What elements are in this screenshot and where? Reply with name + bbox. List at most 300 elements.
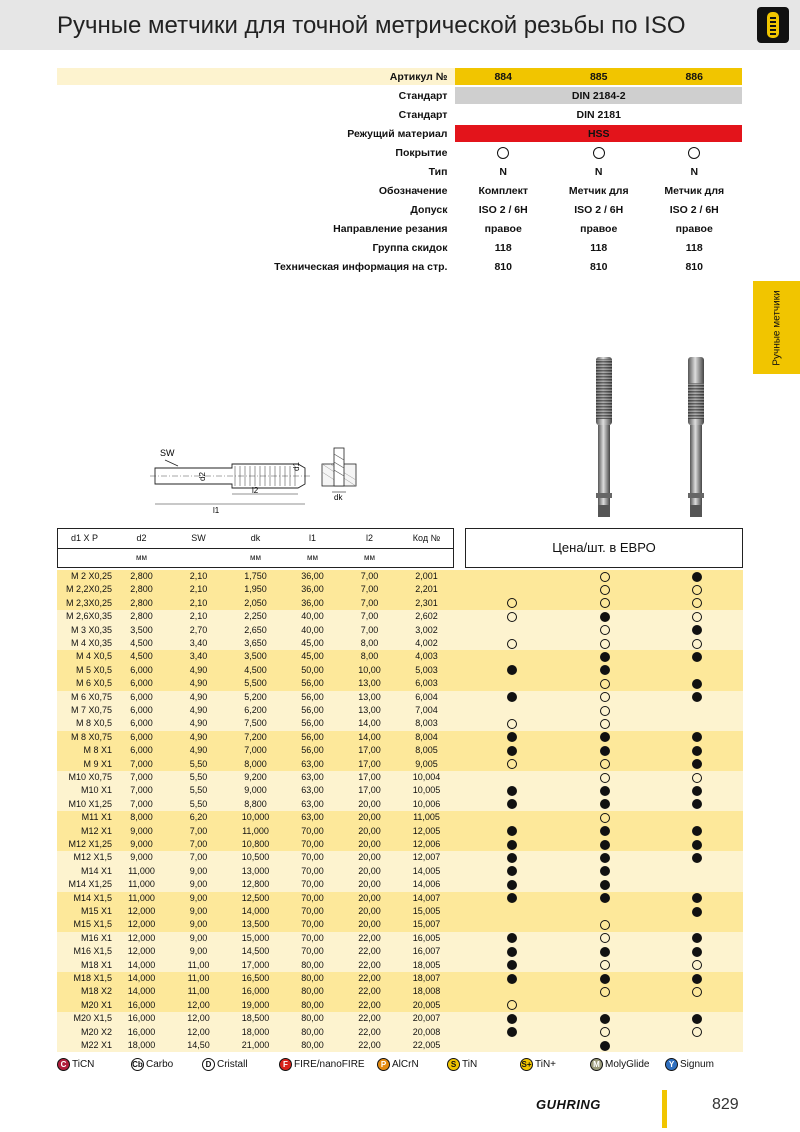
stock-dot-icon <box>600 853 610 863</box>
thread-size: M 6 X0,75 <box>70 691 112 702</box>
cell-value: 5,50 <box>189 798 208 809</box>
stock-dot-icon <box>600 799 610 809</box>
cell-value: 9,00 <box>189 865 208 876</box>
stock-dot-icon <box>507 732 517 742</box>
table-row <box>57 865 743 878</box>
cell-value: 8,00 <box>360 651 379 662</box>
label-l1: l1 <box>213 506 220 515</box>
legend-item <box>520 1058 556 1071</box>
cell-value: 50,00 <box>301 664 324 675</box>
stock-dot-icon <box>507 947 517 957</box>
cell-value: 13,00 <box>358 705 381 715</box>
stock-dot-icon <box>600 974 610 984</box>
cell-value: 3,500 <box>130 624 153 635</box>
cell-value: 40,00 <box>301 611 324 622</box>
on-request-circle-icon <box>507 598 517 608</box>
coating-badge-icon: D <box>202 1058 215 1071</box>
cell-value: 63,00 <box>301 798 324 809</box>
cell-value: 9,00 <box>189 946 208 957</box>
cell-value: 9,00 <box>189 906 208 916</box>
tap-image-885 <box>590 355 620 520</box>
cell-value: 6,000 <box>130 678 153 689</box>
cell-value: 12,006 <box>412 839 441 849</box>
on-request-circle-icon <box>600 759 610 769</box>
cell-value: 8,003 <box>415 718 438 729</box>
cell-value: 4,90 <box>189 745 208 756</box>
legend-item <box>131 1058 173 1071</box>
cell-value: 17,00 <box>358 772 381 782</box>
cell-value: 8,000 <box>130 812 153 823</box>
cell-value: 2,10 <box>189 611 208 622</box>
cell-value: 56,00 <box>301 718 324 729</box>
cell-value: 36,00 <box>301 571 324 581</box>
table-row <box>57 798 743 811</box>
legend-item <box>377 1058 419 1071</box>
cell-value: 6,004 <box>415 691 438 702</box>
cell-value: 11,000 <box>128 892 155 903</box>
spec-label: Направление резания <box>333 222 448 235</box>
thread-size: M12 X1,5 <box>73 852 112 863</box>
cell-value: 20,00 <box>358 906 381 916</box>
cell-value: 15,005 <box>412 906 441 916</box>
cell-value: 15,007 <box>412 919 441 930</box>
cell-value: 7,200 <box>244 731 267 742</box>
coating-badge-icon: Cb <box>132 1060 143 1069</box>
thread-size: M 9 X1 <box>83 758 112 769</box>
cell-value: 7,000 <box>130 785 153 796</box>
cell-value: 70,00 <box>301 865 324 876</box>
column-unit: мм <box>364 553 375 562</box>
on-request-circle-icon <box>600 813 610 823</box>
cell-value: 17,00 <box>358 745 381 756</box>
cell-value: 2,10 <box>189 571 208 581</box>
cell-value: 17,00 <box>358 785 381 796</box>
spec-label: Артикул № <box>57 68 455 85</box>
cell-value: 4,90 <box>189 705 208 715</box>
spec-value: 886 <box>646 68 742 85</box>
cell-value: 10,00 <box>358 664 381 675</box>
stock-dot-icon <box>600 652 610 662</box>
cell-value: 18,000 <box>127 1040 156 1050</box>
cell-value: 3,002 <box>415 624 438 635</box>
thread-size: M16 X1 <box>80 932 112 943</box>
table-row <box>57 610 743 623</box>
table-header <box>57 528 743 568</box>
cell-value: 4,003 <box>415 651 438 662</box>
cell-value: 16,500 <box>241 973 270 983</box>
legend-label: FIRE/nanoFIRE <box>294 1059 365 1071</box>
cell-value: 18,500 <box>241 1013 270 1024</box>
cell-value: 3,500 <box>244 651 267 662</box>
stock-dot-icon <box>692 746 702 756</box>
cell-value: 70,00 <box>301 919 324 930</box>
cell-value: 80,00 <box>301 1040 324 1050</box>
on-request-circle-icon <box>600 719 610 729</box>
cell-value: 6,000 <box>130 664 153 675</box>
thread-size: M 2,3X0,25 <box>65 597 112 608</box>
spec-value: Метчик для <box>568 184 629 197</box>
cell-value: 9,000 <box>130 839 153 849</box>
cell-value: 16,007 <box>412 946 441 957</box>
table-row <box>57 1039 743 1052</box>
legend-item <box>279 1058 365 1071</box>
table-row <box>57 731 743 744</box>
spec-label: Обозначение <box>378 184 448 197</box>
cell-value: 19,000 <box>241 999 270 1010</box>
stock-dot-icon <box>692 853 702 863</box>
cell-value: 12,00 <box>187 1026 210 1037</box>
cell-value: 40,00 <box>301 624 324 635</box>
cell-value: 5,200 <box>244 691 267 702</box>
on-request-circle-icon <box>600 692 610 702</box>
column-header: SW <box>191 533 206 543</box>
legend-item <box>665 1058 714 1071</box>
cell-value: 4,500 <box>244 664 267 675</box>
cell-value: 14,50 <box>187 1040 210 1050</box>
thread-size: M10 X1 <box>80 785 112 796</box>
stock-dot-icon <box>507 665 517 675</box>
cell-value: 9,005 <box>415 758 438 769</box>
stock-dot-icon <box>692 732 702 742</box>
column-header: d1 X P <box>70 533 99 543</box>
cell-value: 6,000 <box>130 718 153 729</box>
legend-label: TiN <box>462 1059 478 1071</box>
thread-size: M 6 X0,5 <box>75 678 112 689</box>
brand-logo: GUHRING <box>536 1097 601 1112</box>
page-title: Ручные метчики для точной метрической резьбы по ISO <box>57 12 686 39</box>
cell-value: 6,20 <box>189 812 208 823</box>
cell-value: 9,00 <box>189 892 208 903</box>
cell-value: 6,000 <box>130 705 153 715</box>
cell-value: 8,000 <box>244 758 267 769</box>
cell-value: 2,10 <box>189 584 208 595</box>
cell-value: 5,003 <box>415 664 438 675</box>
cell-value: 2,001 <box>415 571 438 581</box>
cell-value: 22,00 <box>358 1040 381 1050</box>
cell-value: 2,800 <box>130 584 153 595</box>
spec-value: DIN 2184-2 <box>455 87 742 104</box>
cell-value: 22,00 <box>358 932 381 943</box>
legend-item <box>57 1058 94 1071</box>
spec-value: 118 <box>685 241 703 254</box>
cell-value: 4,90 <box>189 678 208 689</box>
stock-dot-icon <box>507 853 517 863</box>
thread-size: M 4 X0,35 <box>70 638 112 648</box>
spec-value <box>646 144 742 161</box>
cell-value: 22,005 <box>412 1040 441 1050</box>
label-d1: d1 <box>292 462 301 471</box>
cell-value: 12,800 <box>241 879 270 890</box>
thread-size: M20 X2 <box>80 1026 112 1037</box>
spec-row <box>57 220 742 237</box>
thread-size: M10 X0,75 <box>68 772 112 782</box>
cell-value: 2,250 <box>244 611 267 622</box>
footer-accent-bar <box>662 1090 667 1128</box>
cell-value: 70,00 <box>301 825 324 836</box>
on-request-circle-icon <box>600 920 610 930</box>
cell-value: 12,000 <box>127 932 156 943</box>
stock-dot-icon <box>692 652 702 662</box>
cell-value: 12,005 <box>412 825 441 836</box>
table-row <box>57 624 743 637</box>
cell-value: 2,70 <box>189 624 208 635</box>
stock-dot-icon <box>600 746 610 756</box>
cell-value: 22,00 <box>358 973 381 983</box>
table-row <box>57 583 743 596</box>
thread-size: M 2 X0,25 <box>70 571 112 581</box>
cell-value: 3,650 <box>244 638 267 648</box>
stock-dot-icon <box>692 893 702 903</box>
cell-value: 11,000 <box>128 865 155 876</box>
table-row <box>57 1026 743 1039</box>
table-row <box>57 650 743 663</box>
cell-value: 20,00 <box>358 798 381 809</box>
on-request-circle-icon <box>600 585 610 595</box>
stock-dot-icon <box>600 947 610 957</box>
cell-value: 63,00 <box>301 772 324 782</box>
on-request-circle-icon <box>692 612 702 622</box>
on-request-circle-icon <box>600 1027 610 1037</box>
stock-dot-icon <box>692 947 702 957</box>
coating-badge-icon: P <box>377 1058 390 1071</box>
page-number: 829 <box>712 1096 739 1113</box>
cell-value: 7,000 <box>244 745 267 756</box>
on-request-circle-icon <box>600 572 610 582</box>
thread-size: M 4 X0,5 <box>75 651 112 662</box>
cell-value: 6,000 <box>130 745 153 756</box>
spec-label: Режущий материал <box>347 127 448 140</box>
on-request-circle-icon <box>692 585 702 595</box>
cell-value: 2,602 <box>415 611 438 622</box>
thread-size: M22 X1 <box>80 1040 112 1050</box>
stock-dot-icon <box>692 1014 702 1024</box>
cell-value: 3,40 <box>189 638 208 648</box>
cell-value: 4,90 <box>189 691 208 702</box>
cell-value: 20,00 <box>358 825 381 836</box>
on-request-circle-icon <box>600 987 610 997</box>
spec-value: 884 <box>455 68 551 85</box>
spec-label: Группа скидок <box>372 241 448 254</box>
cell-value: 22,00 <box>358 999 381 1010</box>
cell-value: 14,006 <box>412 879 441 890</box>
table-row <box>57 838 743 851</box>
cell-value: 9,00 <box>189 919 208 930</box>
stock-dot-icon <box>507 786 517 796</box>
on-request-circle-icon <box>507 719 517 729</box>
cell-value: 20,00 <box>358 919 381 930</box>
coating-badge-icon: F <box>279 1058 292 1071</box>
cell-value: 16,000 <box>127 1013 156 1024</box>
cell-value: 20,00 <box>358 852 381 863</box>
cell-value: 20,008 <box>412 1026 441 1037</box>
spec-row <box>57 68 742 85</box>
side-tab[interactable] <box>753 281 800 374</box>
cell-value: 6,003 <box>415 678 438 689</box>
stock-dot-icon <box>600 1041 610 1051</box>
table-row <box>57 945 743 958</box>
cell-value: 2,201 <box>415 584 438 595</box>
spec-value: правое <box>580 222 618 235</box>
cell-value: 1,950 <box>244 584 267 595</box>
cell-value: 4,500 <box>130 651 153 662</box>
thread-size: M14 X1,25 <box>68 879 112 890</box>
cell-value: 56,00 <box>301 731 324 742</box>
cell-value: 4,90 <box>189 731 208 742</box>
cell-value: 16,000 <box>241 986 270 997</box>
on-request-circle-icon <box>507 639 517 649</box>
thread-size: M 8 X1 <box>83 745 112 756</box>
spec-label: Стандарт <box>398 108 448 121</box>
cell-value: 6,000 <box>130 731 153 742</box>
cell-value: 56,00 <box>301 691 324 702</box>
on-request-circle-icon <box>600 625 610 635</box>
spec-value <box>551 144 647 161</box>
stock-dot-icon <box>507 746 517 756</box>
cell-value: 18,008 <box>412 986 441 997</box>
cell-value: 12,000 <box>127 946 156 957</box>
spec-value: правое <box>675 222 713 235</box>
table-row <box>57 959 743 972</box>
cell-value: 56,00 <box>301 678 324 689</box>
stock-dot-icon <box>692 799 702 809</box>
table-row <box>57 999 743 1012</box>
thread-size: M15 X1,5 <box>73 919 112 930</box>
stock-dot-icon <box>600 665 610 675</box>
on-request-circle-icon <box>600 598 610 608</box>
spec-value: Метчик для <box>664 184 725 197</box>
column-header: dk <box>250 533 261 543</box>
cell-value: 21,000 <box>241 1040 270 1050</box>
legend-label: TiCN <box>72 1059 95 1071</box>
cell-value: 9,000 <box>244 785 267 796</box>
cell-value: 7,000 <box>130 772 153 782</box>
stock-dot-icon <box>507 840 517 850</box>
spec-row <box>57 125 742 142</box>
thread-size: M 7 X0,75 <box>70 705 112 715</box>
table-row <box>57 691 743 704</box>
on-request-circle-icon <box>600 639 610 649</box>
table-row <box>57 892 743 905</box>
cell-value: 80,00 <box>301 973 324 983</box>
cell-value: 10,000 <box>241 812 270 823</box>
label-sw: SW <box>160 448 175 458</box>
thread-size: M20 X1,5 <box>73 1013 112 1024</box>
cell-value: 20,00 <box>358 892 381 903</box>
cell-value: 18,007 <box>412 973 441 983</box>
cell-value: 3,40 <box>189 651 208 662</box>
spec-label: Техническая информация на стр. <box>274 260 448 273</box>
cell-value: 14,000 <box>241 906 270 916</box>
stock-dot-icon <box>600 786 610 796</box>
spec-row <box>57 201 742 218</box>
table-row <box>57 717 743 730</box>
cell-value: 6,000 <box>130 691 153 702</box>
cell-value: 5,50 <box>189 772 208 782</box>
table-row <box>57 771 743 784</box>
legend-item <box>202 1058 248 1071</box>
legend-label: TiN+ <box>535 1059 557 1071</box>
cell-value: 14,007 <box>412 892 441 903</box>
cell-value: 22,00 <box>358 986 381 997</box>
stock-dot-icon <box>507 866 517 876</box>
spec-value: Комплект <box>478 184 528 197</box>
stock-dot-icon <box>507 692 517 702</box>
label-d2: d2 <box>198 472 207 481</box>
spec-value: ISO 2 / 6H <box>478 203 528 216</box>
cell-value: 7,00 <box>189 839 208 849</box>
cell-value: 18,005 <box>412 959 441 970</box>
on-request-circle-icon <box>600 933 610 943</box>
header-bar <box>0 0 800 50</box>
cell-value: 2,050 <box>244 597 267 608</box>
stock-dot-icon <box>507 1014 517 1024</box>
cell-value: 7,500 <box>244 718 267 729</box>
column-unit: мм <box>307 553 318 562</box>
cell-value: 14,00 <box>358 718 381 729</box>
cell-value: 45,00 <box>301 638 324 648</box>
on-request-circle-icon <box>692 987 702 997</box>
table-row <box>57 811 743 824</box>
cell-value: 12,000 <box>127 906 156 916</box>
cell-value: 80,00 <box>301 959 324 970</box>
coating-badge-icon: M <box>590 1058 603 1071</box>
cell-value: 63,00 <box>301 758 324 769</box>
thread-size: M14 X1,5 <box>73 892 112 903</box>
stock-dot-icon <box>692 826 702 836</box>
stock-dot-icon <box>692 974 702 984</box>
cell-value: 80,00 <box>301 1013 324 1024</box>
stock-dot-icon <box>692 786 702 796</box>
spec-value <box>455 144 551 161</box>
spec-value: 885 <box>551 68 647 85</box>
cell-value: 16,005 <box>412 932 441 943</box>
cell-value: 70,00 <box>301 852 324 863</box>
cell-value: 80,00 <box>301 986 324 997</box>
on-request-circle-icon <box>507 612 517 622</box>
cell-value: 20,007 <box>412 1013 441 1024</box>
legend-label: Carbo <box>146 1059 174 1071</box>
spec-row <box>57 144 742 161</box>
cell-value: 80,00 <box>301 999 324 1010</box>
spec-value: ISO 2 / 6H <box>574 203 624 216</box>
stock-dot-icon <box>507 974 517 984</box>
spec-value: 118 <box>590 241 608 254</box>
on-request-circle-icon <box>692 1027 702 1037</box>
cell-value: 63,00 <box>301 812 324 823</box>
cell-value: 20,005 <box>412 999 441 1010</box>
stock-dot-icon <box>507 933 517 943</box>
cell-value: 8,00 <box>360 638 379 648</box>
coating-badge-icon: S+ <box>521 1060 532 1069</box>
label-l2: l2 <box>252 486 259 495</box>
on-request-circle-icon <box>692 598 702 608</box>
cell-value: 12,500 <box>241 892 270 903</box>
tap-logo-icon <box>757 7 789 43</box>
column-unit: мм <box>250 553 261 562</box>
cell-value: 15,000 <box>241 932 270 943</box>
cell-value: 70,00 <box>301 906 324 916</box>
cell-value: 7,000 <box>130 798 153 809</box>
thread-size: M15 X1 <box>80 906 112 916</box>
cell-value: 12,00 <box>187 1013 210 1024</box>
cell-value: 17,000 <box>241 959 270 970</box>
legend-label: Signum <box>680 1059 714 1071</box>
cell-value: 13,00 <box>358 678 381 689</box>
table-row <box>57 878 743 891</box>
stock-dot-icon <box>692 840 702 850</box>
thread-size: M12 X1,25 <box>68 839 112 849</box>
thread-size: M18 X1 <box>80 959 112 970</box>
